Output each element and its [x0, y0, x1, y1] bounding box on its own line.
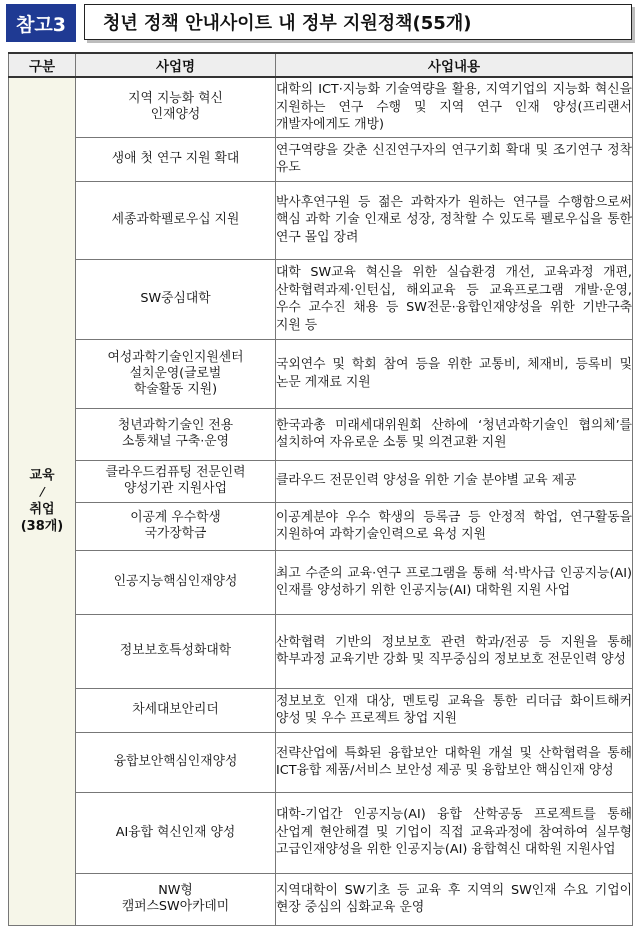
column-header-category: 구분 [9, 53, 76, 77]
table-header-row [9, 53, 633, 77]
program-name: 융합보안핵심인재양성 [76, 732, 276, 792]
program-description: 대학-기업간 인공지능(AI) 융합 산학공동 프로젝트를 통해 산업계 현안해결 및 기업이 직접 교육과정에 참여하여 실무형 고급인재양성을 위한 인공지능(AI) 융합혁신 대학원 지원사업 [276, 792, 633, 873]
program-description: 국외연수 및 학회 참여 등을 위한 교통비, 체재비, 등록비 및 논문 게재료 지원 [276, 339, 633, 408]
program-description: 이공계분야 우수 학생의 등록금 등 안정적 학업, 연구활동을 지원하여 과학기술인력으로 육성 지원 [276, 502, 633, 550]
policy-table [8, 52, 633, 926]
table-row [9, 339, 633, 408]
table-row [9, 502, 633, 550]
program-description: 박사후연구원 등 젊은 과학자가 원하는 연구를 수행함으로써 핵심 과학 기술 인재로 성장, 정착할 수 있도록 펠로우십을 통한 연구 몰입 장려 [276, 181, 633, 259]
table-row [9, 137, 633, 181]
table-row [9, 181, 633, 259]
page-header [6, 4, 634, 42]
table-row [9, 408, 633, 460]
program-description: 대학 SW교육 혁신을 위한 실습환경 개선, 교육과정 개편, 산학협력과제·인턴십, 해외교육 등 교육프로그램 개발·운영, 우수 교수진 채용 등 SW전문·융합인재양성을 위한 기반구축 지원 등 [276, 259, 633, 339]
category-line2: 취업 [29, 502, 55, 518]
program-name: SW중심대학 [76, 259, 276, 339]
program-description: 클라우드 전문인력 양성을 위한 기술 분야별 교육 제공 [276, 460, 633, 502]
program-name: 정보보호특성화대학 [76, 614, 276, 688]
table-row [9, 792, 633, 873]
category-slash: / [38, 484, 46, 501]
table-row [9, 550, 633, 614]
table-row [9, 873, 633, 925]
category-cell [9, 77, 76, 925]
program-name: AI융합 혁신인재 양성 [76, 792, 276, 873]
program-name: 지역 지능화 혁신 인재양성 [76, 77, 276, 137]
table-row [9, 77, 633, 137]
category-line1: 교육 [29, 468, 55, 484]
program-description: 산학협력 기반의 정보보호 관련 학과/전공 등 지원을 통해 학부과정 교육기반 강화 및 직무중심의 정보보호 전문인력 양성 [276, 614, 633, 688]
column-header-content: 사업내용 [276, 53, 633, 77]
program-description: 한국과총 미래세대위원회 산하에 ‘청년과학기술인 협의체’를 설치하여 자유로운 소통 및 의견교환 지원 [276, 408, 633, 460]
program-name: 세종과학펠로우십 지원 [76, 181, 276, 259]
program-description: 대학의 ICT·지능화 기술역량을 활용, 지역기업의 지능화 혁신을 지원하는 연구 수행 및 지역 연구 인재 양성(프리랜서 개발자에게도 개방) [276, 77, 633, 137]
table-row [9, 614, 633, 688]
program-description: 정보보호 인재 대상, 멘토링 교육을 통한 리더급 화이트해커 양성 및 우수 프로젝트 창업 지원 [276, 688, 633, 732]
program-description: 전략산업에 특화된 융합보안 대학원 개설 및 산학협력을 통해 ICT융합 제품/서비스 보안성 제공 및 융합보안 핵심인재 양성 [276, 732, 633, 792]
program-name: NW형 캠퍼스SW아카데미 [76, 873, 276, 925]
table-row [9, 259, 633, 339]
program-name: 생애 첫 연구 지원 확대 [76, 137, 276, 181]
program-name: 이공계 우수학생 국가장학금 [76, 502, 276, 550]
program-name: 차세대보안리더 [76, 688, 276, 732]
program-name: 인공지능핵심인재양성 [76, 550, 276, 614]
table-row [9, 460, 633, 502]
program-name: 클라우드컴퓨팅 전문인력 양성기관 지원사업 [76, 460, 276, 502]
program-description: 지역대학이 SW기초 등 교육 후 지역의 SW인재 수요 기업이 현장 중심의 심화교육 운영 [276, 873, 633, 925]
program-description: 최고 수준의 교육·연구 프로그램을 통해 석·박사급 인공지능(AI) 인재를 양성하기 위한 인공지능(AI) 대학원 지원 사업 [276, 550, 633, 614]
category-count: (38개) [20, 519, 64, 535]
program-description: 연구역량을 갖춘 신진연구자의 연구기회 확대 및 조기연구 정착 유도 [276, 137, 633, 181]
table-row [9, 688, 633, 732]
program-name: 청년과학기술인 전용 소통채널 구축·운영 [76, 408, 276, 460]
table-row [9, 732, 633, 792]
column-header-program: 사업명 [76, 53, 276, 77]
page-title: 청년 정책 안내사이트 내 정부 지원정책(55개) [84, 4, 632, 40]
reference-badge: 참고3 [6, 4, 76, 42]
program-name: 여성과학기술인지원센터 설치운영(글로벌 학술활동 지원) [76, 339, 276, 408]
